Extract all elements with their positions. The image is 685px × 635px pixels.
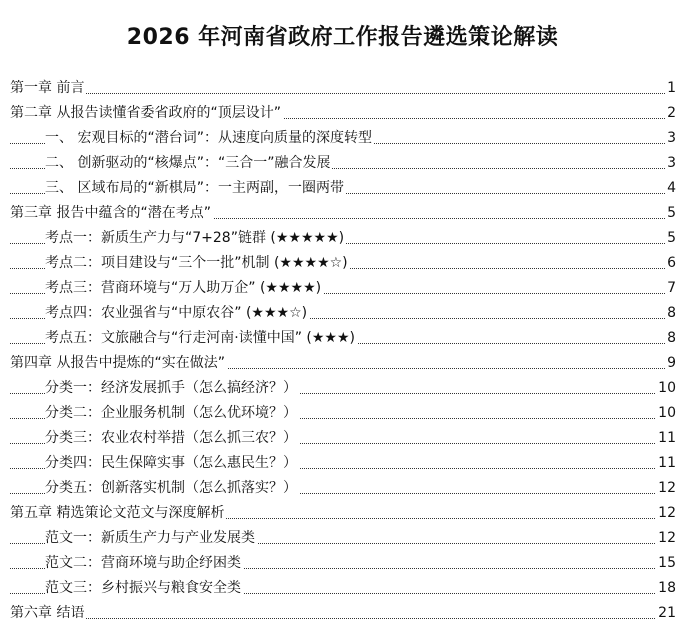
toc-entry-text: 第二章 从报告读懂省委省政府的“顶层设计” — [10, 105, 281, 121]
toc-entry-text: 三、 区域布局的“新棋局”：一主两副，一圈两带 — [45, 180, 344, 196]
toc-page-number: 7 — [665, 276, 676, 301]
toc-page-number: 12 — [656, 476, 676, 501]
toc-page-number: 10 — [656, 376, 676, 401]
toc-entry-text: 第一章 前言 — [10, 80, 85, 96]
toc-entry-text: 分类五：创新落实机制（怎么抓落实？） — [45, 480, 297, 496]
toc-entry-text: 第三章 报告中蕴含的“潜在考点” — [10, 205, 211, 221]
toc-page-number: 8 — [665, 326, 676, 351]
toc-page-number: 10 — [656, 401, 676, 426]
toc-entry-text: 分类一：经济发展抓手（怎么搞经济？） — [45, 380, 297, 396]
toc-entry-text: 二、 创新驱动的“核爆点”：“三合一”融合发展 — [45, 155, 331, 171]
toc-page-number: 5 — [665, 201, 676, 226]
toc-entry-text: 考点五：文旅融合与“行走河南·读懂中国” (★★★) — [45, 330, 355, 346]
toc-page-number: 9 — [665, 351, 676, 376]
toc-page-number: 5 — [665, 226, 676, 251]
toc-entry-text: 范文三：乡村振兴与粮食安全类 — [45, 580, 241, 596]
toc-entry-text: 一、 宏观目标的“潜台词”：从速度向质量的深度转型 — [45, 130, 372, 146]
toc-page-number: 18 — [656, 576, 676, 601]
toc-chapter-entry[interactable] — [0, 76, 685, 101]
toc-section-entry[interactable] — [0, 426, 685, 451]
dot-leader — [10, 93, 665, 94]
toc-page-number: 8 — [665, 301, 676, 326]
toc-section-entry[interactable] — [0, 401, 685, 426]
toc-section-entry[interactable] — [0, 476, 685, 501]
toc-page-number: 11 — [656, 451, 676, 476]
toc-entry-text: 第六章 结语 — [10, 605, 85, 621]
toc-entry-text: 分类三：农业农村举措（怎么抓三农？） — [45, 430, 297, 446]
toc-page-number: 3 — [665, 126, 676, 151]
toc-section-entry[interactable] — [0, 551, 685, 576]
toc-page-number: 12 — [656, 501, 676, 526]
toc-entry-text: 范文二：营商环境与助企纾困类 — [45, 555, 241, 571]
toc-entry-text: 考点四：农业强省与“中原农谷” (★★★☆) — [45, 305, 308, 321]
toc-page-number: 3 — [665, 151, 676, 176]
table-of-contents — [0, 76, 685, 626]
toc-chapter-entry[interactable] — [0, 201, 685, 226]
toc-page-number: 15 — [656, 551, 676, 576]
toc-page-number: 12 — [656, 526, 676, 551]
toc-chapter-entry[interactable] — [0, 351, 685, 376]
toc-entry-text: 分类四：民生保障实事（怎么惠民生？） — [45, 455, 297, 471]
toc-page-number: 1 — [665, 76, 676, 101]
toc-entry-text: 第五章 精选策论文范文与深度解析 — [10, 505, 225, 521]
toc-section-entry[interactable] — [0, 276, 685, 301]
toc-page-number: 4 — [665, 176, 676, 201]
toc-page-number: 6 — [665, 251, 676, 276]
toc-section-entry[interactable] — [0, 526, 685, 551]
toc-entry-text: 考点一：新质生产力与“7+28”链群 (★★★★★) — [45, 230, 345, 246]
toc-section-entry[interactable] — [0, 126, 685, 151]
toc-section-entry[interactable] — [0, 451, 685, 476]
toc-page-number: 2 — [665, 101, 676, 126]
toc-section-entry[interactable] — [0, 326, 685, 351]
toc-entry-text: 考点二：项目建设与“三个一批”机制 (★★★★☆) — [45, 255, 348, 271]
toc-section-entry[interactable] — [0, 226, 685, 251]
document-title: 2026 年河南省政府工作报告遴选策论解读 — [126, 25, 559, 50]
toc-section-entry[interactable] — [0, 151, 685, 176]
toc-page-number: 11 — [656, 426, 676, 451]
toc-chapter-entry[interactable] — [0, 101, 685, 126]
toc-section-entry[interactable] — [0, 376, 685, 401]
toc-page-number: 21 — [656, 601, 676, 626]
toc-section-entry[interactable] — [0, 251, 685, 276]
dot-leader — [10, 618, 665, 619]
toc-chapter-entry[interactable] — [0, 501, 685, 526]
toc-entry-text: 范文一：新质生产力与产业发展类 — [45, 530, 255, 546]
toc-chapter-entry[interactable] — [0, 601, 685, 626]
toc-entry-text: 分类二：企业服务机制（怎么优环境？） — [45, 405, 297, 421]
toc-entry-text: 考点三：营商环境与“万人助万企” (★★★★) — [45, 280, 322, 296]
toc-entry-text: 第四章 从报告中提炼的“实在做法” — [10, 355, 225, 371]
toc-section-entry[interactable] — [0, 576, 685, 601]
toc-section-entry[interactable] — [0, 176, 685, 201]
toc-section-entry[interactable] — [0, 301, 685, 326]
